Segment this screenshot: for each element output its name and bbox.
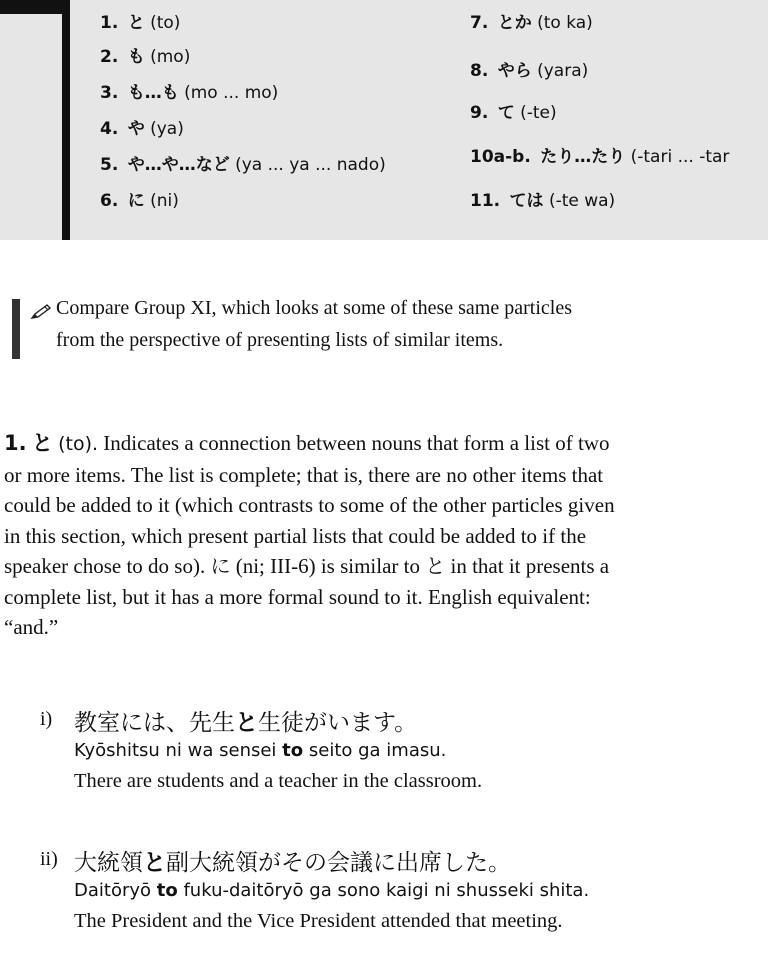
entry-text: (ni; III-6) is similar to: [235, 554, 420, 578]
item-japanese: に: [127, 191, 145, 211]
item-number: 4.: [100, 119, 119, 139]
item-romaji: (-te): [520, 103, 557, 123]
entry-japanese: と: [31, 431, 53, 455]
item-japanese: とか: [497, 13, 532, 33]
entry-paragraph: [4, 428, 764, 643]
item-number: 3.: [100, 83, 119, 103]
item-japanese: や: [127, 119, 145, 139]
example-romaji: Daitōryō to fuku-daitōryō ga sono kaigi ni shusseki shita.: [74, 880, 590, 901]
item-number: 10a-b.: [470, 147, 531, 167]
list-item: [100, 8, 180, 33]
item-japanese: も: [127, 47, 145, 67]
entry-line: in this section, which present partial lists that could be added to if the: [4, 523, 587, 548]
item-japanese: て: [497, 103, 515, 123]
entry-number: 1.: [4, 431, 27, 455]
corner-block: [0, 0, 70, 14]
example-japanese: 大統領と副大統領がその会議に出席した。: [74, 850, 511, 876]
item-number: 1.: [100, 13, 119, 33]
entry-text: speaker chose to do so).: [4, 554, 206, 578]
list-item: [100, 186, 179, 211]
list-item: [100, 150, 386, 175]
list-item: [470, 186, 615, 211]
inline-japanese: と: [425, 554, 446, 578]
item-number: 2.: [100, 47, 119, 67]
item-romaji: (ya): [150, 119, 184, 139]
entry-romaji: (to).: [58, 433, 99, 455]
list-item: [470, 98, 557, 123]
example-label: ii): [40, 848, 58, 870]
pencil-icon: [30, 303, 52, 321]
note-margin-bar: [12, 299, 20, 359]
list-item: [470, 56, 588, 81]
entry-line: [4, 551, 764, 582]
item-japanese: たり…たり: [540, 147, 626, 167]
item-number: 6.: [100, 191, 119, 211]
item-romaji: (-te wa): [548, 191, 616, 211]
item-number: 11.: [470, 191, 501, 211]
note-line: from the perspective of presenting lists of similar items.: [56, 329, 504, 351]
item-japanese: ては: [509, 191, 544, 211]
item-romaji: (yara): [537, 61, 589, 81]
item-number: 7.: [470, 13, 489, 33]
item-japanese: や…や…など: [127, 155, 230, 175]
item-number: 5.: [100, 155, 119, 175]
vertical-rule: [62, 0, 70, 240]
entry-line: “and.”: [4, 615, 59, 639]
item-romaji: (ni): [150, 191, 179, 211]
item-romaji: (mo): [150, 47, 191, 67]
example-romaji: Kyōshitsu ni wa sensei to seito ga imasu.: [74, 740, 447, 761]
entry-line: or more items. The list is complete; that is, there are no other items that: [4, 462, 604, 487]
item-romaji: (to ka): [537, 13, 593, 33]
list-item: [100, 42, 190, 67]
entry-line: complete list, but it has a more formal sound to it. English equivalent:: [4, 584, 591, 609]
list-item: [100, 114, 184, 139]
item-number: 9.: [470, 103, 489, 123]
entry-line: could be added to it (which contrasts to some of the other particles given: [4, 493, 615, 517]
entry-line: [4, 428, 764, 460]
example-translation: There are students and a teacher in the classroom.: [74, 770, 483, 792]
entry-text: in that it presents a: [450, 554, 610, 578]
example-translation: The President and the Vice President attended that meeting.: [74, 910, 563, 932]
list-item: [470, 8, 593, 33]
item-japanese: と: [127, 13, 145, 33]
example-japanese: 教室には、先生と生徒がいます。: [74, 710, 418, 736]
item-romaji: (to): [150, 13, 181, 33]
item-japanese: やら: [497, 61, 532, 81]
item-japanese: も…も: [127, 83, 179, 103]
item-romaji: (ya ... ya ... nado): [235, 155, 386, 175]
particle-list-box: [0, 0, 768, 240]
list-item: [470, 142, 729, 167]
example-label: i): [40, 708, 53, 730]
item-romaji: (mo ... mo): [184, 83, 279, 103]
note-line: Compare Group XI, which looks at some of these same particles: [56, 297, 572, 319]
list-item: [100, 78, 278, 103]
entry-text: Indicates a connection between nouns that form a list of two: [103, 431, 610, 455]
item-number: 8.: [470, 61, 489, 81]
inline-japanese: に: [210, 554, 231, 578]
item-romaji: (-tari ... -tar: [630, 147, 730, 167]
